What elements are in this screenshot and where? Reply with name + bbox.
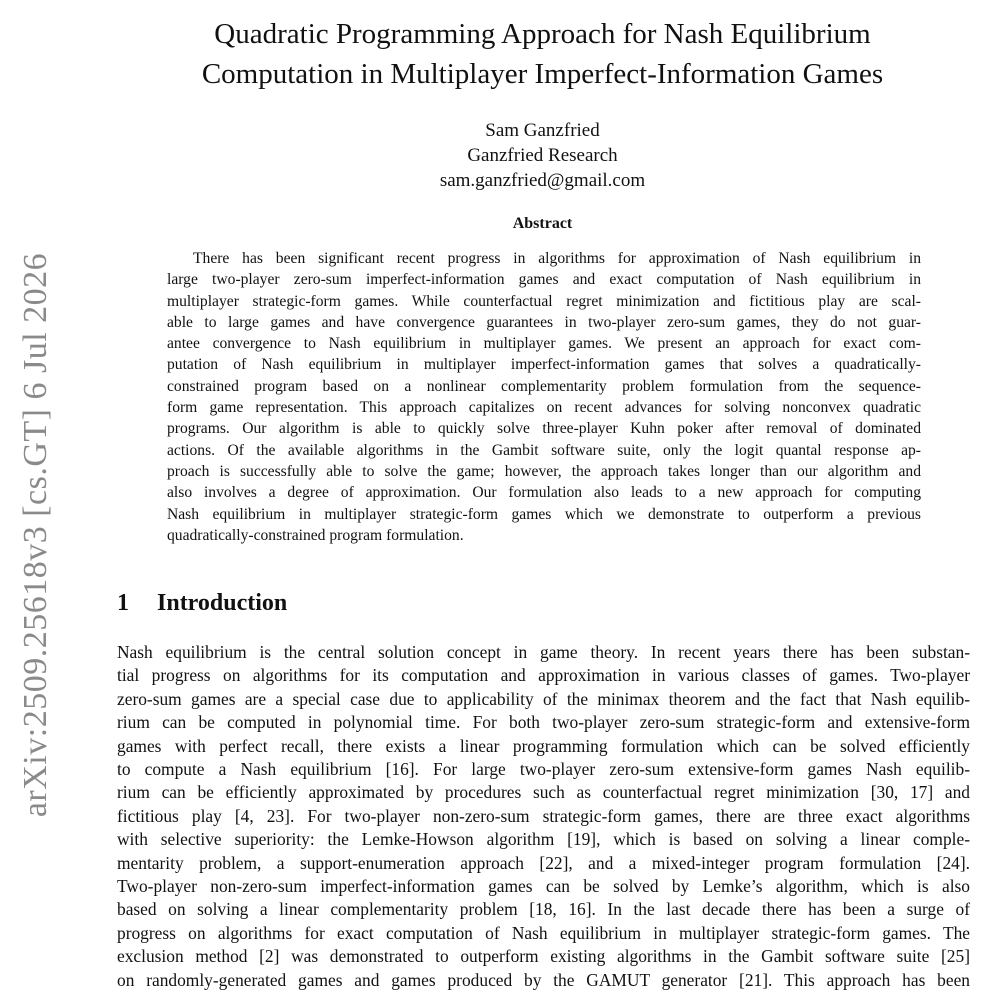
section-title: Introduction bbox=[157, 590, 288, 616]
intro-line: games with perfect recall, there exists a linear programming formulation which can be solved efficiently bbox=[117, 735, 970, 756]
intro-line: zero-sum games are a special case due to applicability of the minimax theorem and the fact that Nash equilib- bbox=[117, 688, 970, 709]
abstract-line: actions. Of the available algorithms in the Gambit software suite, only the logit quantal response ap- bbox=[167, 441, 921, 459]
intro-line: Two-player non-zero-sum imperfect-information games can be solved by Lemke’s algorithm, which is also bbox=[117, 876, 970, 897]
abstract-body bbox=[167, 248, 921, 546]
introduction-body bbox=[117, 641, 970, 992]
abstract-line: constrained program based on a nonlinear complementarity problem formulation from the sequence- bbox=[167, 377, 921, 395]
intro-line: mentarity problem, a support-enumeration approach [22], and a mixed-integer program formulation [24]. bbox=[117, 852, 970, 873]
author-block bbox=[100, 118, 985, 193]
abstract-line: large two-player zero-sum imperfect-information games and exact computation of Nash equilibrium in bbox=[167, 271, 921, 289]
paper-title bbox=[100, 14, 985, 94]
author-affiliation: Ganzfried Research bbox=[467, 145, 618, 166]
abstract-line: programs. Our algorithm is able to quickly solve three-player Kuhn poker after removal of dominated bbox=[167, 420, 921, 438]
abstract-line: form game representation. This approach capitalizes on recent advances for solving nonconvex quadratic bbox=[167, 399, 921, 417]
abstract-line: proach is successfully able to solve the game; however, the approach takes longer than our algorithm and bbox=[167, 462, 921, 480]
intro-line: Nash equilibrium is the central solution concept in game theory. In recent years there has been substan- bbox=[117, 642, 970, 662]
intro-line: fictitious play [4, 23]. For two-player non-zero-sum strategic-form games, there are three exact algorithms bbox=[117, 805, 970, 826]
abstract-line: antee convergence to Nash equilibrium in multiplayer games. We present an approach for exact com- bbox=[167, 335, 921, 353]
section-heading bbox=[117, 590, 287, 617]
intro-line: exclusion method [2] was demonstrated to outperform existing algorithms in the Gambit software suite [25] bbox=[117, 946, 970, 967]
abstract-line: Nash equilibrium in multiplayer strategic-form games which we demonstrate to outperform a previous bbox=[167, 505, 921, 523]
intro-line: with selective superiority: the Lemke-Howson algorithm [19], which is based on solving a linear comple- bbox=[117, 829, 970, 850]
abstract-line: multiplayer strategic-form games. While counterfactual regret minimization and fictitious play are scal- bbox=[167, 292, 921, 310]
intro-line: based on solving a linear complementarity problem [18, 16]. In the last decade there has been a surge of bbox=[117, 899, 970, 920]
intro-line: tial progress on algorithms for its computation and approximation in various classes of games. Two-player bbox=[117, 665, 970, 686]
abstract-heading: Abstract bbox=[512, 215, 573, 232]
intro-line: to compute a Nash equilibrium [16]. For large two-player zero-sum extensive-form games Nash equilib- bbox=[117, 759, 970, 780]
abstract-line: quadratically-constrained program formulation. bbox=[167, 526, 464, 544]
intro-line: progress on algorithms for exact computation of Nash equilibrium in multiplayer strategic-form games. The bbox=[117, 922, 970, 943]
abstract-line: able to large games and have convergence guarantees in two-player zero-sum games, they do not guar- bbox=[167, 313, 921, 331]
arxiv-identifier: arXiv:2509.25618v3 [cs.GT] 6 Jul 2026 bbox=[17, 252, 54, 818]
author-email: sam.ganzfried@gmail.com bbox=[439, 170, 646, 191]
author-name: Sam Ganzfried bbox=[485, 120, 600, 141]
intro-line: rium can be computed in polynomial time. For both two-player zero-sum strategic-form and extensive-form bbox=[117, 712, 970, 733]
title-line: Computation in Multiplayer Imperfect-Information Games bbox=[201, 58, 884, 90]
abstract-line: There has been significant recent progress in algorithms for approximation of Nash equilibrium in bbox=[193, 250, 921, 267]
intro-line: on randomly-generated games and games produced by the GAMUT generator [21]. This approach has been bbox=[117, 969, 970, 990]
abstract-line: also involves a degree of approximation. Our formulation also leads to a new approach for computing bbox=[167, 484, 921, 502]
arxiv-sidebar bbox=[0, 0, 60, 1000]
section-number: 1 bbox=[117, 590, 129, 616]
intro-line: rium can be efficiently approximated by procedures such as counterfactual regret minimization [30, 17] and bbox=[117, 782, 970, 803]
abstract-line: putation of Nash equilibrium in multiplayer imperfect-information games that solves a quadratically- bbox=[167, 356, 921, 374]
title-line: Quadratic Programming Approach for Nash Equilibrium bbox=[214, 18, 871, 50]
